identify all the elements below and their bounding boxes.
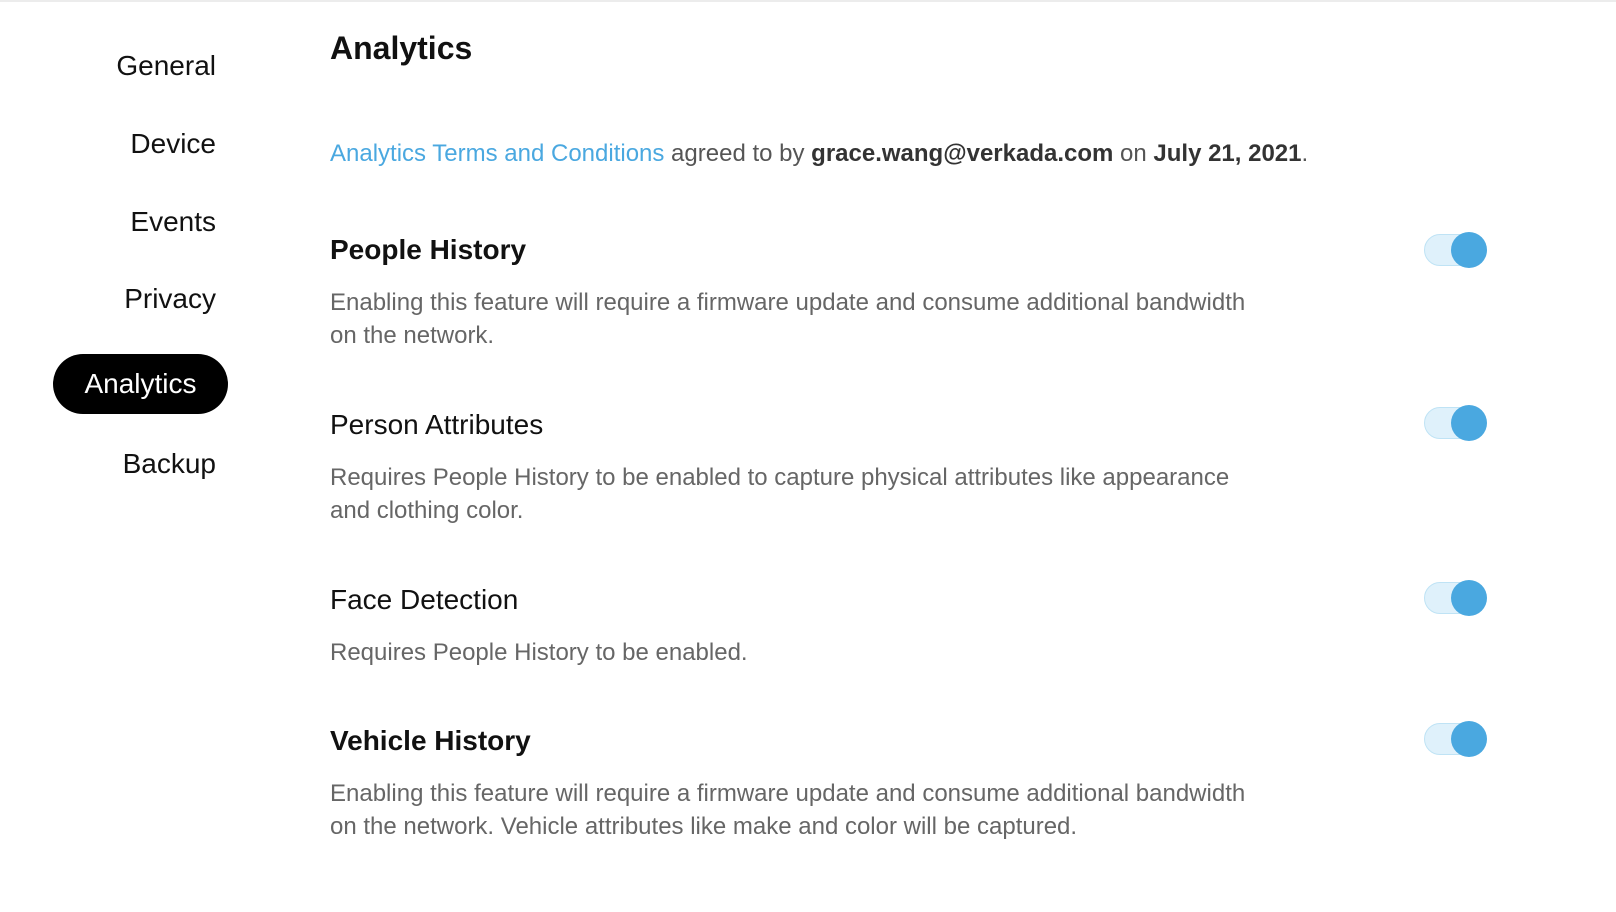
terms-agreement [330,140,1308,168]
feature-title: Face Detection [330,584,519,615]
toggle-knob [1451,721,1487,757]
toggle-knob [1451,232,1487,268]
feature-face-detection [330,582,1490,669]
sidebar-item-backup[interactable]: Backup [122,448,216,479]
toggle-knob [1451,405,1487,441]
sidebar-item-general[interactable]: General [116,50,216,81]
feature-people-history [330,232,1490,352]
terms-period: . [1301,140,1309,167]
terms-on-text: on [1113,140,1154,167]
sidebar-item-events[interactable]: Events [130,206,216,237]
sidebar-item-privacy[interactable]: Privacy [124,283,216,314]
feature-description: Enabling this feature will require a firmware update and consume additional bandwidth on the network. [330,289,1246,349]
feature-vehicle-history [330,723,1490,843]
feature-title: People History [330,234,527,265]
terms-date: July 21, 2021 [1153,140,1302,167]
feature-description: Requires People History to be enabled to capture physical attributes like appearance and clothing color. [330,464,1230,524]
page-title: Analytics [330,30,473,66]
person-attributes-toggle[interactable] [1424,407,1486,439]
feature-title: Vehicle History [330,725,531,756]
feature-description: Enabling this feature will require a firmware update and consume additional bandwidth on the network. Vehicle attributes like make and color will be captured. [330,780,1246,840]
people-history-toggle[interactable] [1424,234,1486,266]
terms-agreed-text: agreed to by [664,140,812,167]
feature-title: Person Attributes [330,409,544,440]
vehicle-history-toggle[interactable] [1424,723,1486,755]
toggle-knob [1451,580,1487,616]
terms-email: grace.wang@verkada.com [811,140,1114,167]
sidebar-item-device[interactable]: Device [130,128,216,159]
terms-link[interactable]: Analytics Terms and Conditions [330,140,665,167]
feature-description: Requires People History to be enabled. [330,639,748,666]
feature-person-attributes [330,407,1490,527]
face-detection-toggle[interactable] [1424,582,1486,614]
sidebar-item-analytics[interactable]: Analytics [53,354,228,414]
